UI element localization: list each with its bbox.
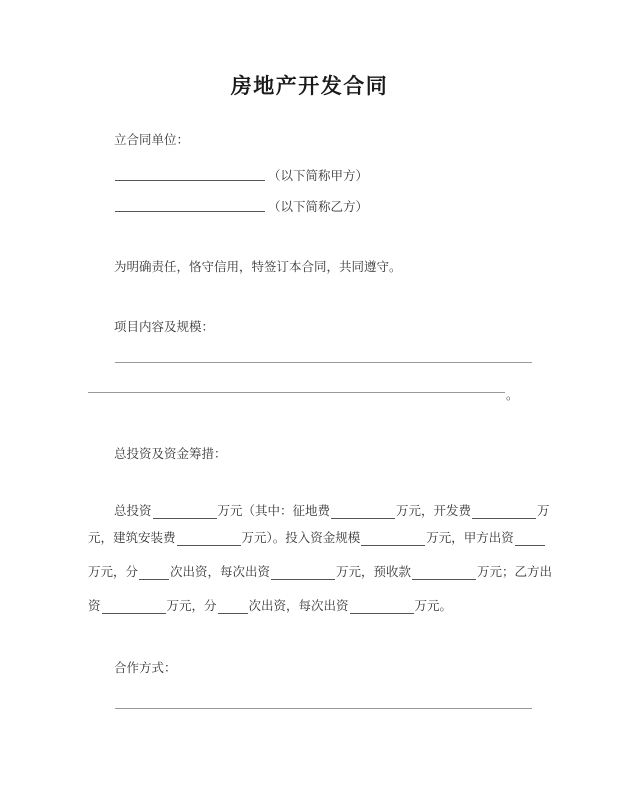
investment-blank-party-a-each[interactable] (271, 566, 335, 580)
investment-blank-land-fee[interactable] (331, 505, 395, 519)
investment-text-3c: 万元，预收款 (336, 564, 412, 579)
project-scope-period: 。 (506, 387, 519, 402)
investment-heading: 总投资及资金筹措： (114, 446, 227, 461)
investment-body-line-3 (88, 563, 552, 580)
party-a-blank[interactable] (115, 180, 265, 181)
investment-blank-party-b-each[interactable] (350, 600, 414, 614)
investment-blank-party-b-amount[interactable] (102, 600, 166, 614)
investment-text-3b: 次出资，每次出资 (170, 564, 271, 579)
investment-text-1b: 万元（其中：征地费 (217, 503, 331, 518)
party-a-note: （以下简称甲方） (268, 168, 369, 183)
investment-body-line-4 (88, 597, 452, 614)
investment-blank-party-b-installments[interactable] (218, 600, 248, 614)
investment-text-2a: 元，建筑安装费 (88, 530, 176, 545)
parties-heading: 立合同单位： (114, 132, 190, 147)
investment-text-4b: 万元，分 (166, 598, 217, 613)
investment-blank-party-a-installments[interactable] (139, 566, 169, 580)
investment-text-1c: 万元，开发费 (396, 503, 472, 518)
investment-text-1d: 万 (537, 503, 550, 518)
investment-text-4d: 万元。 (414, 598, 453, 613)
project-scope-heading: 项目内容及规模： (114, 319, 215, 334)
investment-blank-party-a-amount[interactable] (515, 532, 545, 546)
party-b-note: （以下简称乙方） (268, 199, 369, 214)
investment-body-line-1 (114, 502, 550, 519)
investment-text-1a: 总投资 (114, 503, 152, 518)
investment-blank-capital-scale[interactable] (361, 532, 425, 546)
party-b-blank[interactable] (115, 211, 265, 212)
project-scope-blank-line-2[interactable] (88, 392, 505, 393)
investment-text-2b: 万元）。投入资金规模 (241, 530, 361, 545)
preamble-text: 为明确责任，恪守信用，特签订本合同，共同遵守。 (114, 259, 402, 274)
investment-text-3d: 万元；乙方出 (477, 564, 553, 579)
investment-text-3a: 万元，分 (88, 564, 139, 579)
investment-blank-prepayment[interactable] (412, 566, 476, 580)
cooperation-blank-line-1[interactable] (115, 708, 532, 709)
project-scope-blank-line-1[interactable] (115, 362, 532, 363)
investment-text-2c: 万元，甲方出资 (426, 530, 514, 545)
investment-body-line-2 (88, 529, 546, 546)
cooperation-heading: 合作方式： (114, 660, 177, 675)
page-title: 房地产开发合同 (230, 74, 389, 98)
investment-blank-construction-fee[interactable] (177, 532, 241, 546)
investment-blank-total[interactable] (153, 505, 217, 519)
investment-text-4c: 次出资，每次出资 (248, 598, 349, 613)
investment-text-4a: 资 (88, 598, 101, 613)
investment-blank-dev-fee[interactable] (472, 505, 536, 519)
